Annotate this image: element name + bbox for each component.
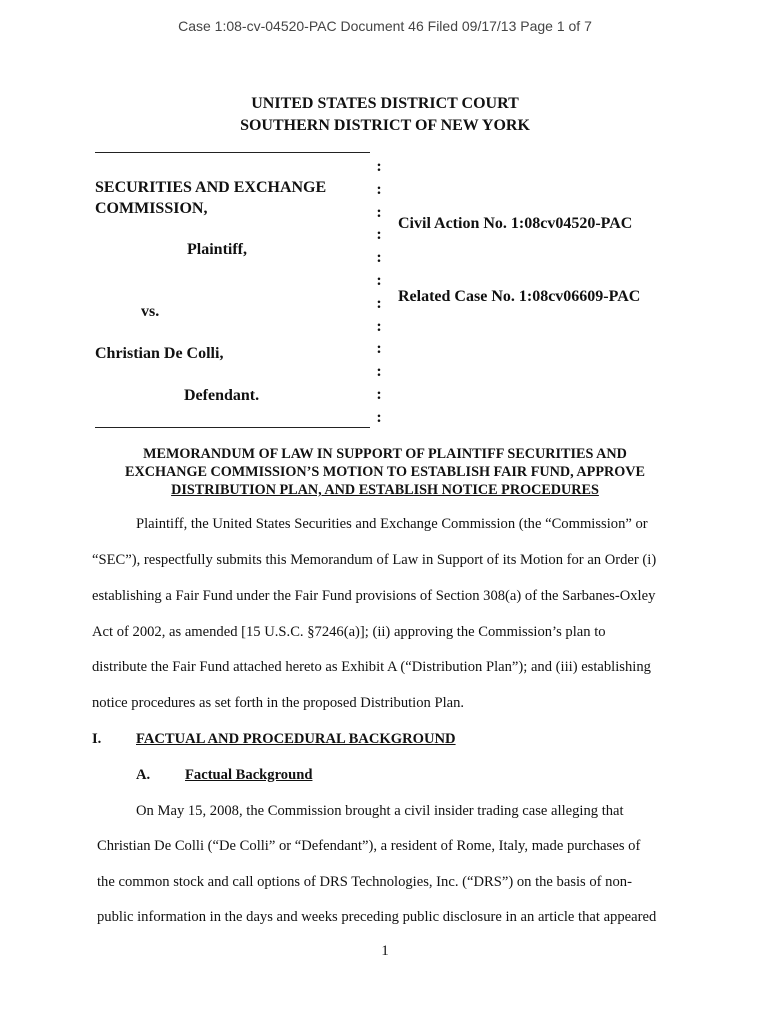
intro-line: Plaintiff, the United States Securities and Exchange Commission (the “Commission” or [136, 516, 648, 532]
versus-label: vs. [141, 303, 160, 320]
memo-title-line2: EXCHANGE COMMISSION’S MOTION TO ESTABLISH FAIR FUND, APPROVE [124, 464, 645, 480]
intro-line: Act of 2002, as amended [15 U.S.C. §7246(a)]; (ii) approving the Commission’s plan to [92, 624, 606, 640]
civil-action-number: Civil Action No. 1:08cv04520-PAC [398, 215, 633, 232]
defendant-role: Defendant. [184, 387, 260, 404]
section-one-number: I. [92, 731, 102, 747]
background-line: Christian De Colli (“De Colli” or “Defendant”), a resident of Rome, Italy, made purchases of [97, 838, 641, 854]
subsection-a-letter: A. [136, 767, 151, 783]
related-case-number: Related Case No. 1:08cv06609-PAC [398, 288, 641, 305]
background-line: On May 15, 2008, the Commission brought a civil insider trading case alleging that [136, 803, 624, 819]
plaintiff-name-line2: COMMISSION, [95, 200, 208, 217]
intro-line: distribute the Fair Fund attached hereto as Exhibit A (“Distribution Plan”); and (iii) establishing [92, 659, 651, 675]
page-number: 1 [381, 943, 389, 959]
case-header: Case 1:08-cv-04520-PAC Document 46 Filed 09/17/13 Page 1 of 7 [178, 18, 592, 34]
court-name-line1: UNITED STATES DISTRICT COURT [251, 95, 519, 112]
plaintiff-role: Plaintiff, [187, 241, 247, 258]
court-name-line2: SOUTHERN DISTRICT OF NEW YORK [240, 117, 530, 134]
memo-title-line3: DISTRIBUTION PLAN, AND ESTABLISH NOTICE PROCEDURES [171, 482, 599, 498]
section-one-title: FACTUAL AND PROCEDURAL BACKGROUND [136, 731, 456, 747]
subsection-a-title: Factual Background [185, 767, 313, 783]
background-line: the common stock and call options of DRS Technologies, Inc. (“DRS”) on the basis of non- [97, 874, 632, 890]
caption-bottom-rule [95, 427, 370, 428]
intro-line: establishing a Fair Fund under the Fair Fund provisions of Section 308(a) of the Sarbanes-Oxley [92, 588, 656, 604]
memo-title-line1: MEMORANDUM OF LAW IN SUPPORT OF PLAINTIFF SECURITIES AND [143, 446, 627, 462]
caption-colon-column: : : : : : : : : : : : : [376, 158, 382, 426]
defendant-name: Christian De Colli, [95, 345, 224, 362]
caption-top-rule [95, 152, 370, 153]
intro-line: notice procedures as set forth in the proposed Distribution Plan. [92, 695, 465, 711]
plaintiff-name-line1: SECURITIES AND EXCHANGE [95, 179, 327, 196]
intro-line: “SEC”), respectfully submits this Memorandum of Law in Support of its Motion for an Order (i) [92, 552, 657, 568]
background-line: public information in the days and weeks preceding public disclosure in an article that appeared [97, 909, 657, 925]
